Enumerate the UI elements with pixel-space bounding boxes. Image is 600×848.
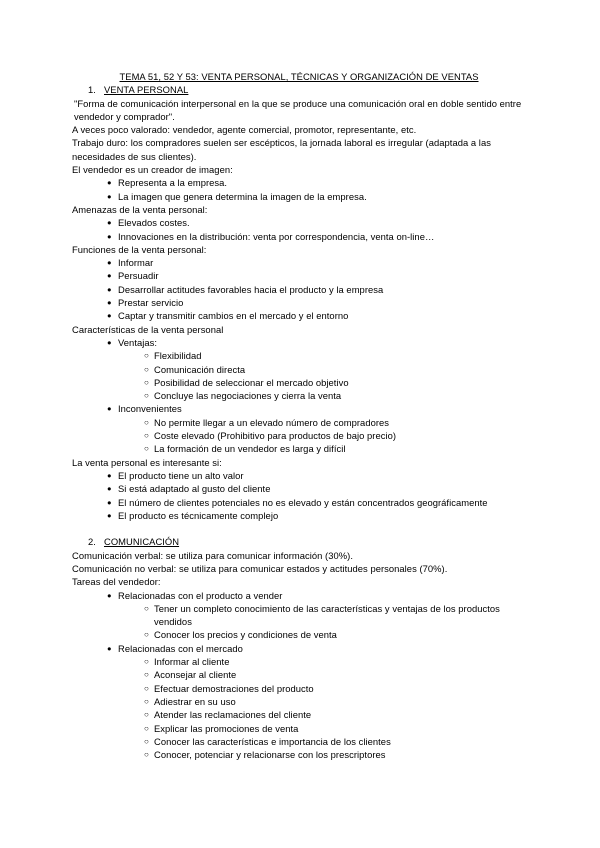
section-1-heading — [72, 83, 532, 96]
sublist-item: ○ Atender las reclamaciones del cliente — [72, 708, 532, 721]
sublist-item: ○ Posibilidad de seleccionar el mercado objetivo — [72, 376, 532, 389]
sublist-item: ○ Conocer las características e importancia de los clientes — [72, 735, 532, 748]
sublist-item: ○ No permite llegar a un elevado número de compradores — [72, 416, 532, 429]
document-title: TEMA 51, 52 Y 53: VENTA PERSONAL, TÉCNICAS Y ORGANIZACIÓN DE VENTAS — [119, 71, 479, 82]
sublist-item: ○ Aconsejar al cliente — [72, 668, 532, 681]
sublist-item: ○ Efectuar demostraciones del producto — [72, 682, 532, 695]
sublist-item: ○ La formación de un vendedor es larga y difícil — [72, 442, 532, 455]
no-verbal-paragraph: Comunicación no verbal: se utiliza para comunicar estados y actitudes personales (70%). — [72, 562, 448, 574]
sublist-item: ○ Conocer los precios y condiciones de venta — [72, 628, 532, 641]
list-item: ● Prestar servicio — [72, 296, 532, 309]
document-page — [72, 70, 532, 761]
sublist-item: ○ Tener un completo conocimiento de las características y ventajas de los productos vendidos — [72, 602, 532, 629]
sublist-item: ○ Informar al cliente — [72, 655, 532, 668]
sublist-item: ○ Coste elevado (Prohibitivo para productos de bajo precio) — [72, 429, 532, 442]
sublist-item: ○ Adiestrar en su uso — [72, 695, 532, 708]
list-item: ● Elevados costes. — [72, 216, 532, 229]
poco-valorado-paragraph: A veces poco valorado: vendedor, agente comercial, promotor, representante, etc. — [72, 124, 417, 136]
mercado-label: ● Relacionadas con el mercado — [72, 642, 532, 655]
caracteristicas-intro: Características de la venta personal — [72, 323, 224, 335]
verbal-paragraph: Comunicación verbal: se utiliza para comunicar información (30%). — [72, 549, 353, 561]
list-item: ● Persuadir — [72, 269, 532, 282]
list-item: ● El producto tiene un alto valor — [72, 469, 532, 482]
section-number: 1. — [88, 84, 96, 96]
tareas-intro: Tareas del vendedor: — [72, 576, 161, 588]
list-item: ● Si está adaptado al gusto del cliente — [72, 482, 532, 495]
section-title: COMUNICACIÓN — [104, 536, 180, 548]
section-2-heading — [72, 535, 532, 548]
sublist-item: ○ Conocer, potenciar y relacionarse con los prescriptores — [72, 748, 532, 761]
funciones-intro: Funciones de la venta personal: — [72, 243, 207, 255]
trabajo-duro-paragraph: Trabajo duro: los compradores suelen ser escépticos, la jornada laboral es irregular (adaptada a las necesidades de sus clientes). — [72, 137, 491, 162]
list-item: ● Informar — [72, 256, 532, 269]
inconvenientes-label: ● Inconvenientes — [72, 402, 532, 415]
ventajas-label: ● Ventajas: — [72, 336, 532, 349]
spacer — [72, 522, 532, 535]
sublist-item: ○ Flexibilidad — [72, 349, 532, 362]
sublist-item: ○ Concluye las negociaciones y cierra la venta — [72, 389, 532, 402]
list-item: ● El producto es técnicamente complejo — [72, 509, 532, 522]
interesante-intro: La venta personal es interesante si: — [72, 456, 222, 468]
list-item: ● Innovaciones en la distribución: venta por correspondencia, venta on-line… — [72, 230, 532, 243]
definition-paragraph: "Forma de comunicación interpersonal en la que se produce una comunicación oral en doble sentido entre vendedor y comprador". — [74, 97, 522, 122]
section-number: 2. — [88, 536, 96, 548]
sublist-item: ○ Comunicación directa — [72, 363, 532, 376]
producto-label: ● Relacionadas con el producto a vender — [72, 589, 532, 602]
list-item: ● Representa a la empresa. — [72, 176, 532, 189]
section-title: VENTA PERSONAL — [104, 84, 189, 96]
list-item: ● Captar y transmitir cambios en el mercado y el entorno — [72, 309, 532, 322]
imagen-intro: El vendedor es un creador de imagen: — [72, 164, 233, 176]
list-item: ● La imagen que genera determina la imagen de la empresa. — [72, 190, 532, 203]
amenazas-intro: Amenazas de la venta personal: — [72, 203, 208, 215]
sublist-item: ○ Explicar las promociones de venta — [72, 722, 532, 735]
list-item: ● Desarrollar actitudes favorables hacia el producto y la empresa — [72, 283, 532, 296]
list-item: ● El número de clientes potenciales no es elevado y están concentrados geográficamente — [72, 496, 532, 509]
